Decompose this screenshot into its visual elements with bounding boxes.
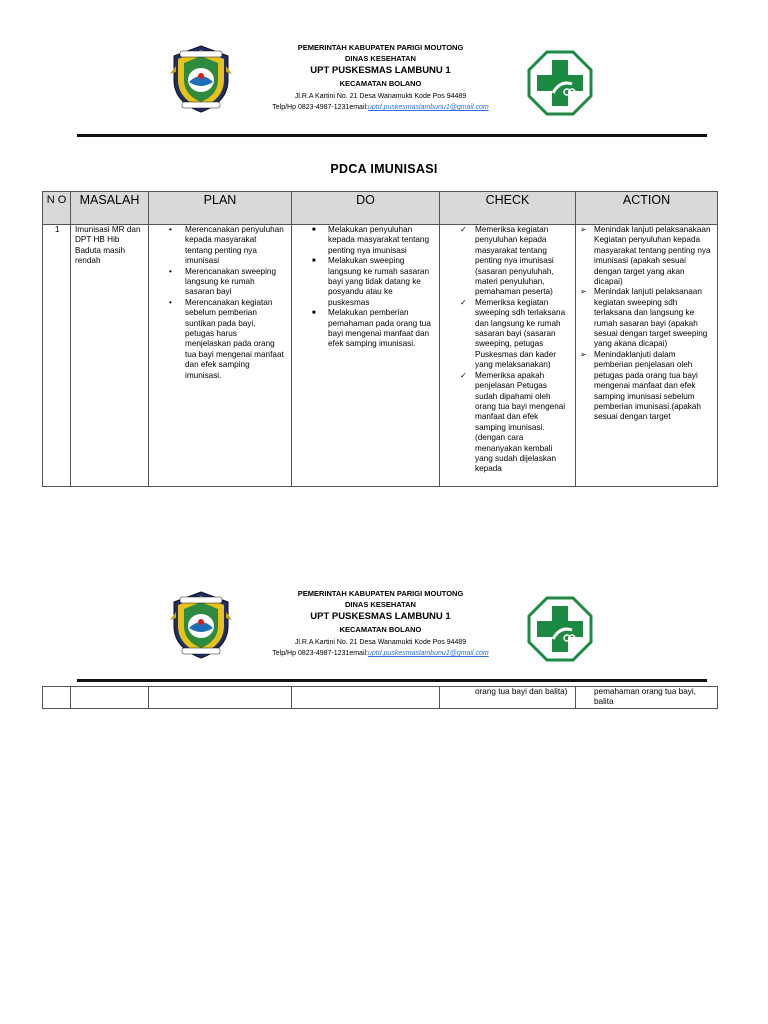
list-item: • Merencanakan penyuluhan kepada masyarakat tentang penting nya imunisasi	[169, 225, 284, 266]
check-cell	[440, 225, 576, 487]
letterhead-divider	[77, 134, 707, 137]
do-cell	[292, 225, 440, 487]
institution-name: UPT PUSKESMAS LAMBUNU 1	[310, 65, 451, 76]
bullet-icon: •	[169, 297, 172, 307]
district-name: KECAMATAN BOLANO	[339, 79, 422, 88]
letterhead-text	[243, 588, 518, 659]
row-number	[43, 687, 71, 709]
regency-emblem-icon	[166, 44, 236, 114]
table-row	[43, 687, 718, 709]
arrow-bullet-icon: ➢	[580, 287, 587, 297]
phone-text: Telp/Hp 0823-4987-1231email:	[272, 650, 368, 657]
phone-text: Telp/Hp 0823-4987-1231email:	[272, 104, 368, 111]
puskesmas-logo-icon	[527, 596, 593, 662]
institution-name: UPT PUSKESMAS LAMBUNU 1	[310, 611, 451, 622]
district-name: KECAMATAN BOLANO	[339, 625, 422, 634]
email-link[interactable]: uptd.puskesmaslambunu1@gmail.com	[368, 104, 489, 111]
address: Jl.R.A Kartini No. 21 Desa Wanamukti Kode Pos 94489	[294, 93, 467, 100]
checkmark-icon: ✓	[460, 370, 467, 380]
list-item: ✓ Memeriksa kegiatan penyuluhan kepada masyarakat tentang penting nya imunisasi (sasaran penyuluhah, materi penyuluhan, pemahaman peserta)	[460, 225, 554, 297]
list-item: • Merencanakan kegiatan sebelum pemberian suntikan pada bayi, petugas harus menjelaskan pada orang tua bayi mengenai manfaat dan efek samping imunisasi.	[169, 297, 284, 380]
list-item: • Merencanakan sweeping langsung ke rumah sasaran bayi	[169, 266, 277, 297]
header-check: CHECK	[440, 192, 576, 225]
check-cell: orang tua bayi dan balita)	[440, 687, 576, 709]
letterhead-page2	[160, 588, 600, 668]
pdca-table	[42, 191, 718, 487]
list-item: ✓ Memeriksa kegiatan sweeping sdh terlaksana dan langsung ke rumah sasaran bayi (sasaran sweeping, petugas Puskesmas dan kader yang melaksanakan)	[460, 297, 566, 370]
list-item: ■ Melakukan penyuluhan kepada masyarakat tentang penting nya imunisasi	[312, 225, 430, 255]
plan-cell	[149, 225, 292, 487]
list-item: ■ Melakukan sweeping langsung ke rumah sasaran bayi yang tidak datang ke posyandu atau ke puskesmas	[312, 256, 430, 307]
square-bullet-icon: ■	[312, 310, 316, 317]
letterhead-divider	[77, 679, 707, 682]
regency-emblem-icon	[166, 590, 236, 660]
arrow-bullet-icon: ➢	[580, 349, 587, 359]
table-header-row	[43, 192, 718, 225]
do-list	[292, 225, 439, 350]
square-bullet-icon: ■	[312, 227, 316, 233]
header-plan: PLAN	[149, 192, 292, 225]
header-no: N O	[43, 192, 71, 225]
header-do: DO	[292, 192, 440, 225]
list-item: ➢ Menindak lanjuti pelaksanakaan Kegiatan penyuluhan kepada masyarakat tentang penting nya imunisasi (apakah sesuai dengan target yang akan dicapai)	[580, 225, 711, 287]
masalah-cell: Imunisasi MR dan DPT HB Hib Baduta masih rendah	[71, 225, 149, 487]
row-number: 1	[43, 225, 71, 487]
plan-cell	[149, 687, 292, 709]
government-name: PEMERINTAH KABUPATEN PARIGI MOUTONG	[297, 43, 464, 52]
pdca-table-continuation	[42, 686, 718, 709]
email-link[interactable]: uptd.puskesmaslambunu1@gmail.com	[368, 650, 489, 657]
checkmark-icon: ✓	[460, 225, 467, 234]
contact-line	[243, 102, 518, 113]
bullet-icon: •	[169, 266, 172, 276]
address: Jl.R.A Kartini No. 21 Desa Wanamukti Kode Pos 94489	[294, 639, 467, 646]
page-title: PDCA IMUNISASI	[330, 162, 438, 176]
government-name: PEMERINTAH KABUPATEN PARIGI MOUTONG	[297, 589, 464, 598]
action-cell	[576, 225, 718, 487]
list-item: ■ Melakukan pemberian pemahaman pada orang tua bayi mengenai manfaat dan efek samping imunisasi.	[312, 308, 431, 349]
letterhead-text	[243, 42, 518, 113]
list-item: ➢ Menindaklanjuti dalam pemberian penjelasan oleh petugas pada orang tua bayi mengenai manfaat dan efek samping imunisasi sebelum pemberian imunisasi.(apakah sesuai dengan target	[580, 349, 701, 422]
list-item: ➢ Menindak lanjuti pelaksanaan kegiatan sweeping sdh terlaksana dan langsung ke rumah sasaran bayi (apakah sesuai dengan target sweeping yang akana dicapai)	[580, 287, 708, 349]
checkmark-icon: ✓	[460, 297, 467, 307]
check-list	[440, 225, 575, 475]
department-name: DINAS KESEHATAN	[345, 54, 416, 63]
action-list	[576, 225, 717, 423]
action-cell: pemahaman orang tua bayi, balita	[576, 687, 718, 709]
letterhead	[160, 42, 600, 122]
square-bullet-icon: ■	[312, 258, 316, 265]
masalah-cell	[71, 687, 149, 709]
plan-list	[149, 225, 291, 381]
table-row	[43, 225, 718, 487]
header-action: ACTION	[576, 192, 718, 225]
list-item: ✓ Memeriksa apakah penjelasan Petugas sudah dipahami oleh orang tua bayi mengenai manfaat dan efek samping imunisasi. (dengan cara menanyakan kembali yang sudah dijelaskan kepada	[460, 370, 566, 474]
arrow-bullet-icon: ➢	[580, 225, 587, 234]
header-masalah: MASALAH	[71, 192, 149, 225]
do-cell	[292, 687, 440, 709]
bullet-icon: •	[169, 225, 172, 234]
contact-line	[243, 648, 518, 659]
department-name: DINAS KESEHATAN	[345, 600, 416, 609]
puskesmas-logo-icon	[527, 50, 593, 116]
